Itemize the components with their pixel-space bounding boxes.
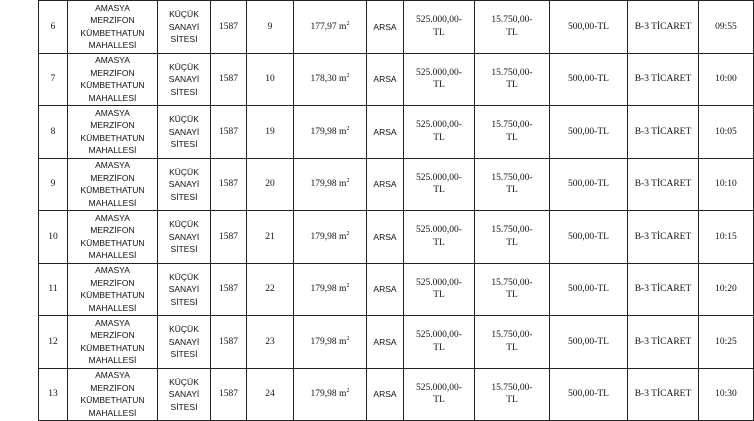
cell-imar-durumu: B-3 TİCARET — [628, 368, 699, 421]
cell-imar-durumu: B-3 TİCARET — [628, 263, 699, 316]
cell-alan — [294, 263, 367, 316]
cell-mahalle: AMASYA MERZİFON KÜMBETHATUN MAHALLESİ — [68, 158, 158, 211]
cell-parsel: 22 — [247, 263, 294, 316]
cell-ada: 1587 — [211, 53, 247, 106]
cell-ada: 1587 — [211, 316, 247, 369]
cell-mahalle: AMASYA MERZİFON KÜMBETHATUN MAHALLESİ — [68, 211, 158, 264]
cell-mevki: KÜÇÜK SANAYİ SİTESİ — [158, 53, 211, 106]
cell-sira-no: 7 — [39, 53, 68, 106]
table-body — [39, 1, 754, 421]
cell-ada: 1587 — [211, 211, 247, 264]
cell-nitelik: ARSA — [367, 1, 404, 54]
cell-mahalle: AMASYA MERZİFON KÜMBETHATUN MAHALLESİ — [68, 1, 158, 54]
cell-imar-durumu: B-3 TİCARET — [628, 316, 699, 369]
cell-mevki: KÜÇÜK SANAYİ SİTESİ — [158, 316, 211, 369]
alan-value: 179,98 m — [310, 179, 347, 189]
parcel-auction-table — [38, 0, 754, 421]
cell-sira-no: 8 — [39, 106, 68, 159]
cell-sira-no: 13 — [39, 368, 68, 421]
cell-gecici-teminat: 15.750,00- TL — [475, 158, 550, 211]
cell-nitelik: ARSA — [367, 316, 404, 369]
alan-unit-exponent: 2 — [346, 335, 350, 342]
alan-unit-exponent: 2 — [346, 387, 350, 394]
cell-parsel: 20 — [247, 158, 294, 211]
cell-imar-durumu: B-3 TİCARET — [628, 211, 699, 264]
cell-ada: 1587 — [211, 158, 247, 211]
cell-sira-no: 6 — [39, 1, 68, 54]
alan-value: 179,98 m — [310, 126, 347, 137]
alan-value: 177,97 m — [310, 21, 347, 32]
cell-gecici-teminat: 15.750,00- TL — [475, 211, 550, 264]
alan-value: 179,98 m — [310, 231, 347, 242]
cell-alan — [294, 158, 367, 211]
cell-muhammen-bedel: 525.000,00- TL — [404, 158, 475, 211]
cell-muhammen-bedel: 525.000,00- TL — [404, 53, 475, 106]
table-row — [39, 106, 754, 159]
cell-ada: 1587 — [211, 1, 247, 54]
cell-ada: 1587 — [211, 368, 247, 421]
cell-mevki: KÜÇÜK SANAYİ SİTESİ — [158, 158, 211, 211]
cell-nitelik: ARSA — [367, 368, 404, 421]
cell-sira-no: 12 — [39, 316, 68, 369]
cell-parsel: 21 — [247, 211, 294, 264]
cell-ihale-saati: 10:25 — [699, 316, 754, 369]
cell-muhammen-bedel: 525.000,00- TL — [404, 106, 475, 159]
cell-ihale-saati: 10:15 — [699, 211, 754, 264]
cell-imar-durumu: B-3 TİCARET — [628, 53, 699, 106]
cell-mevki: KÜÇÜK SANAYİ SİTESİ — [158, 1, 211, 54]
alan-value: 178,30 m — [310, 74, 347, 84]
cell-mahalle: AMASYA MERZİFON KÜMBETHATUN MAHALLESİ — [68, 263, 158, 316]
cell-muhammen-bedel: 525.000,00- TL — [404, 316, 475, 369]
cell-sira-no: 9 — [39, 158, 68, 211]
cell-mevki: KÜÇÜK SANAYİ SİTESİ — [158, 263, 211, 316]
cell-nitelik: ARSA — [367, 158, 404, 211]
cell-ihale-saati: 10:30 — [699, 368, 754, 421]
table-row — [39, 158, 754, 211]
cell-gecici-teminat: 15.750,00- TL — [475, 368, 550, 421]
cell-parsel: 10 — [247, 53, 294, 106]
cell-ihale-saati: 10:20 — [699, 263, 754, 316]
cell-ilan-bedeli: 500,00-TL — [550, 368, 628, 421]
alan-unit-exponent: 2 — [346, 72, 350, 79]
cell-alan — [294, 53, 367, 106]
cell-ihale-saati: 10:00 — [699, 53, 754, 106]
cell-ada: 1587 — [211, 263, 247, 316]
cell-gecici-teminat: 15.750,00- TL — [475, 1, 550, 54]
table-row — [39, 1, 754, 54]
cell-ilan-bedeli: 500,00-TL — [550, 316, 628, 369]
cell-muhammen-bedel: 525.000,00- TL — [404, 1, 475, 54]
cell-ilan-bedeli: 500,00-TL — [550, 211, 628, 264]
cell-ihale-saati: 10:10 — [699, 158, 754, 211]
alan-unit-exponent: 2 — [346, 177, 350, 184]
cell-parsel: 23 — [247, 316, 294, 369]
table-row — [39, 211, 754, 264]
cell-ilan-bedeli: 500,00-TL — [550, 263, 628, 316]
cell-gecici-teminat: 15.750,00- TL — [475, 106, 550, 159]
table-row — [39, 263, 754, 316]
alan-unit-exponent: 2 — [346, 125, 350, 132]
alan-value: 179,98 m — [310, 389, 347, 399]
cell-mahalle: AMASYA MERZİFON KÜMBETHATUN MAHALLESİ — [68, 316, 158, 369]
cell-mahalle: AMASYA MERZİFON KÜMBETHATUN MAHALLESİ — [68, 53, 158, 106]
cell-parsel: 9 — [247, 1, 294, 54]
cell-sira-no: 10 — [39, 211, 68, 264]
cell-alan — [294, 368, 367, 421]
cell-nitelik: ARSA — [367, 211, 404, 264]
cell-mahalle: AMASYA MERZİFON KÜMBETHATUN MAHALLESİ — [68, 106, 158, 159]
cell-parsel: 24 — [247, 368, 294, 421]
alan-unit-exponent: 2 — [346, 282, 350, 289]
alan-unit-exponent: 2 — [346, 20, 350, 27]
cell-nitelik: ARSA — [367, 106, 404, 159]
cell-gecici-teminat: 15.750,00- TL — [475, 316, 550, 369]
table-row — [39, 368, 754, 421]
cell-ilan-bedeli: 500,00-TL — [550, 158, 628, 211]
cell-imar-durumu: B-3 TİCARET — [628, 158, 699, 211]
cell-ada: 1587 — [211, 106, 247, 159]
cell-mevki: KÜÇÜK SANAYİ SİTESİ — [158, 368, 211, 421]
cell-alan — [294, 316, 367, 369]
cell-gecici-teminat: 15.750,00- TL — [475, 263, 550, 316]
cell-muhammen-bedel: 525.000,00- TL — [404, 368, 475, 421]
cell-alan — [294, 211, 367, 264]
alan-value: 179,98 m — [310, 336, 347, 347]
cell-mevki: KÜÇÜK SANAYİ SİTESİ — [158, 211, 211, 264]
table-row — [39, 53, 754, 106]
cell-sira-no: 11 — [39, 263, 68, 316]
cell-muhammen-bedel: 525.000,00- TL — [404, 263, 475, 316]
cell-imar-durumu: B-3 TİCARET — [628, 1, 699, 54]
cell-ilan-bedeli: 500,00-TL — [550, 1, 628, 54]
cell-ihale-saati: 10:05 — [699, 106, 754, 159]
cell-imar-durumu: B-3 TİCARET — [628, 106, 699, 159]
cell-alan — [294, 106, 367, 159]
cell-nitelik: ARSA — [367, 53, 404, 106]
cell-muhammen-bedel: 525.000,00- TL — [404, 211, 475, 264]
cell-mahalle: AMASYA MERZİFON KÜMBETHATUN MAHALLESİ — [68, 368, 158, 421]
cell-alan — [294, 1, 367, 54]
cell-parsel: 19 — [247, 106, 294, 159]
cell-ihale-saati: 09:55 — [699, 1, 754, 54]
table-row — [39, 316, 754, 369]
alan-unit-exponent: 2 — [346, 230, 350, 237]
cell-ilan-bedeli: 500,00-TL — [550, 106, 628, 159]
cell-nitelik: ARSA — [367, 263, 404, 316]
cell-gecici-teminat: 15.750,00- TL — [475, 53, 550, 106]
cell-ilan-bedeli: 500,00-TL — [550, 53, 628, 106]
alan-value: 179,98 m — [310, 284, 347, 294]
cell-mevki: KÜÇÜK SANAYİ SİTESİ — [158, 106, 211, 159]
